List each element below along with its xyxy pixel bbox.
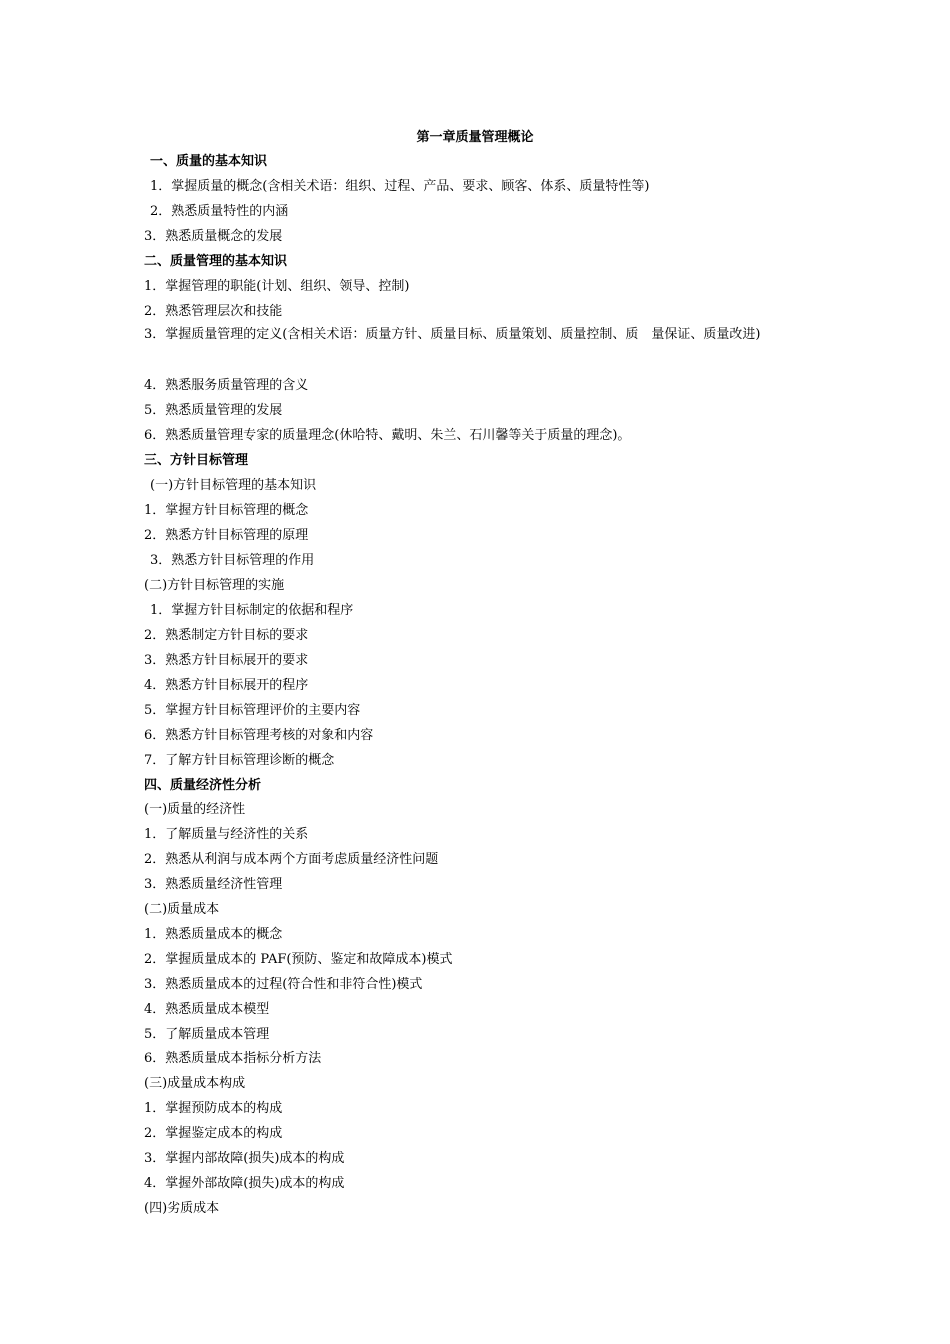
list-item: 1．掌握预防成本的构成	[144, 1101, 283, 1116]
subsection-heading: (二)方针目标管理的实施	[144, 578, 285, 593]
subsection-heading: (一)质量的经济性	[144, 802, 246, 817]
list-item: 5．掌握方针目标管理评价的主要内容	[144, 703, 361, 718]
section-heading-2: 二、质量管理的基本知识	[144, 254, 288, 269]
chapter-title: 第一章质量管理概论	[416, 130, 534, 145]
list-item: 5．熟悉质量管理的发展	[144, 403, 283, 418]
list-item: 1．掌握方针目标管理的概念	[144, 503, 309, 518]
list-item: 6．熟悉质量管理专家的质量理念(休哈特、戴明、朱兰、石川馨等关于质量的理念)。	[144, 428, 631, 443]
list-item: 4．熟悉质量成本模型	[144, 1002, 270, 1017]
list-item: 4．熟悉服务质量管理的含义	[144, 378, 309, 393]
list-item: 1．了解质量与经济性的关系	[144, 827, 309, 842]
list-item: 2．熟悉制定方针目标的要求	[144, 628, 309, 643]
subsection-heading: (二)质量成本	[144, 902, 220, 917]
section-heading-3: 三、方针目标管理	[144, 453, 249, 468]
list-item: 3．熟悉方针目标管理的作用	[150, 553, 315, 568]
list-item: 1．熟悉质量成本的概念	[144, 927, 283, 942]
list-item: 1．掌握方针目标制定的依据和程序	[150, 603, 354, 618]
list-item: 3．熟悉方针目标展开的要求	[144, 653, 309, 668]
list-item: 3．熟悉质量成本的过程(符合性和非符合性)模式	[144, 977, 423, 992]
list-item: 7．了解方针目标管理诊断的概念	[144, 753, 335, 768]
list-item: 2．熟悉方针目标管理的原理	[144, 528, 309, 543]
list-item: 4．掌握外部故障(损失)成本的构成	[144, 1176, 345, 1191]
list-item: 4．熟悉方针目标展开的程序	[144, 678, 309, 693]
list-item: 1．掌握质量的概念(含相关术语：组织、过程、产品、要求、顾客、体系、质量特性等)	[150, 179, 650, 194]
list-item: 3．熟悉质量经济性管理	[144, 877, 283, 892]
list-item: 2．熟悉从利润与成本两个方面考虑质量经济性问题	[144, 852, 439, 867]
subsection-heading: (一)方针目标管理的基本知识	[150, 478, 317, 493]
list-item: 2．熟悉管理层次和技能	[144, 304, 283, 319]
list-item: 3．熟悉质量概念的发展	[144, 229, 283, 244]
list-item: 2．掌握鉴定成本的构成	[144, 1126, 283, 1141]
list-item: 5．了解质量成本管理	[144, 1027, 270, 1042]
subsection-heading: (四)劣质成本	[144, 1201, 220, 1216]
subsection-heading: (三)成量成本构成	[144, 1076, 246, 1091]
section-heading-1: 一、质量的基本知识	[150, 154, 268, 169]
list-item: 2．熟悉质量特性的内涵	[150, 204, 289, 219]
list-item: 3．掌握内部故障(损失)成本的构成	[144, 1151, 345, 1166]
list-item: 6．熟悉质量成本指标分析方法	[144, 1051, 322, 1066]
list-item-wrapped: 3．掌握质量管理的定义(含相关术语：质量方针、质量目标、质量策划、质量控制、质 量保证、质量改进)	[144, 327, 761, 342]
list-item: 2．掌握质量成本的 PAF(预防、鉴定和故障成本)模式	[144, 952, 453, 967]
list-item: 1．掌握管理的职能(计划、组织、领导、控制)	[144, 279, 410, 294]
section-heading-4: 四、质量经济性分析	[144, 778, 262, 793]
list-item: 6．熟悉方针目标管理考核的对象和内容	[144, 728, 374, 743]
